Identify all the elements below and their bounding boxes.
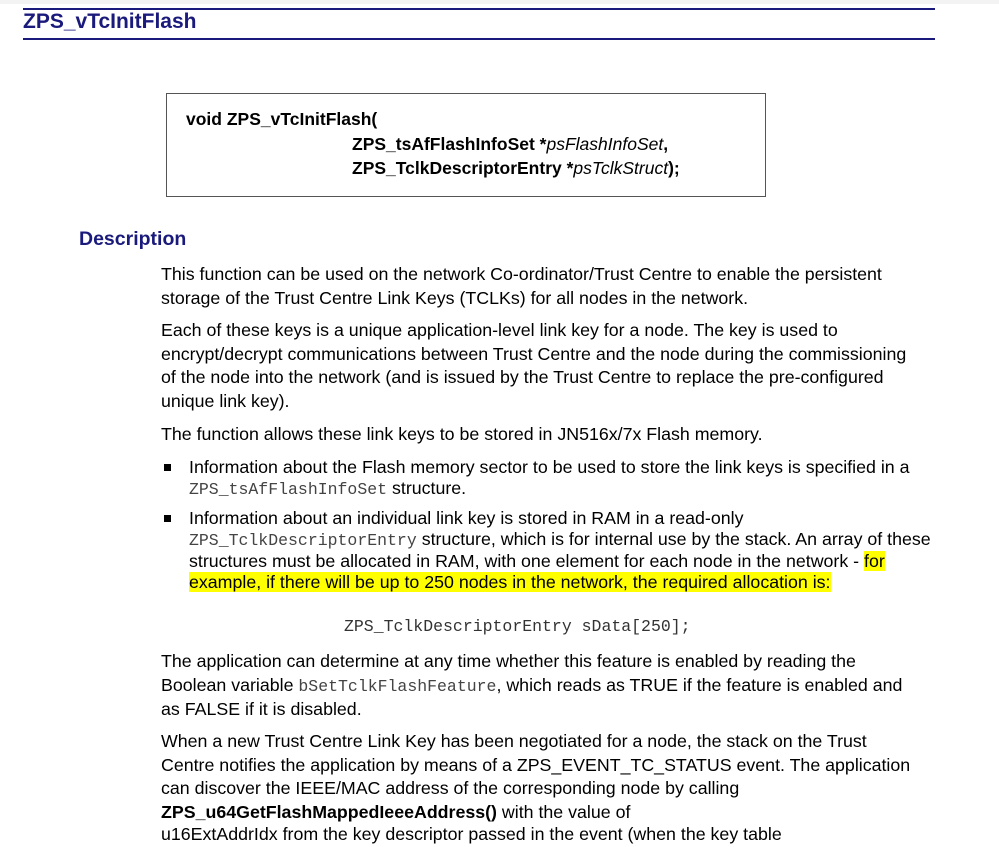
paragraph-3: The function allows these link keys to be stored in JN516x/7x Flash memory.	[161, 424, 763, 444]
code-example: ZPS_TclkDescriptorEntry sData[250];	[344, 617, 691, 636]
bullet-2	[189, 508, 934, 593]
bullet-2-highlight: for example, if there will be up to 250 nodes in the network, the required allocation is:	[189, 551, 885, 592]
description-heading: Description	[79, 228, 187, 250]
param2-type: ZPS_TclkDescriptorEntry *	[352, 158, 574, 178]
paragraph-5	[161, 650, 921, 722]
p5-code: bSetTclkFlashFeature	[298, 676, 497, 696]
bullet-square-icon	[164, 464, 171, 471]
signature-param-1	[352, 132, 668, 156]
bullet-1	[189, 457, 934, 500]
p6-text: When a new Trust Centre Link Key has been negotiated for a node, the stack on the Trust Centre notifies the application by means of a ZPS_EVENT_TC_STATUS event. The application can discover the IEEE/MAC address of the corresponding node by calling	[161, 731, 911, 798]
signature-line-1: void ZPS_vTcInitFlash(	[186, 109, 378, 129]
paragraph-6	[161, 730, 921, 824]
page-title: ZPS_vTcInitFlash	[23, 10, 197, 33]
function-signature-box	[166, 93, 766, 197]
bullet-2-code: ZPS_TclkDescriptorEntry	[189, 531, 417, 550]
title-rule-bottom	[23, 38, 935, 40]
bullet-1-code: ZPS_tsAfFlashInfoSet	[189, 480, 388, 499]
paragraph-2: Each of these keys is a unique application-level link key for a node. The key is used to encrypt/decrypt communications between Trust Centre and the node during the commissioning of the node into the network (and is issued by the Trust Centre to replace the pre-configured unique link key).	[161, 320, 907, 411]
p5-text: The application can determine at any time whether this feature is enabled by reading the Boolean variable	[161, 651, 856, 695]
p5-end: , which reads as TRUE if the feature is enabled and as FALSE if it is disabled.	[161, 674, 903, 719]
bullet-2-text: Information about an individual link key is stored in RAM in a read-only	[189, 508, 744, 528]
bullet-1-end: structure.	[387, 478, 467, 498]
param2-name: psTclkStruct	[573, 158, 669, 178]
param1-name: psFlashInfoSet	[546, 134, 664, 154]
p6-function: ZPS_u64GetFlashMappedIeeeAddress()	[161, 801, 497, 822]
p6-end: with the value of	[496, 801, 631, 822]
signature-param-2	[352, 156, 680, 180]
bullet-1-text: Information about the Flash memory sector to be used to store the link keys is specified in a	[189, 457, 910, 477]
param1-end: ,	[663, 134, 669, 154]
bullet-2-mid: structure, which is for internal use by the stack. An array of these structures must be allocated in RAM, with one element for each node in the network -	[189, 529, 931, 571]
cutoff-line: u16ExtAddrIdx from the key descriptor passed in the event (when the key table	[161, 824, 782, 844]
param1-type: ZPS_tsAfFlashInfoSet *	[352, 134, 547, 154]
paragraph-1: This function can be used on the network Co-ordinator/Trust Centre to enable the persistent storage of the Trust Centre Link Keys (TCLKs) for all nodes in the network.	[161, 264, 882, 308]
param2-end: );	[668, 158, 680, 178]
bullet-square-icon	[164, 515, 171, 522]
top-strip	[0, 0, 999, 4]
